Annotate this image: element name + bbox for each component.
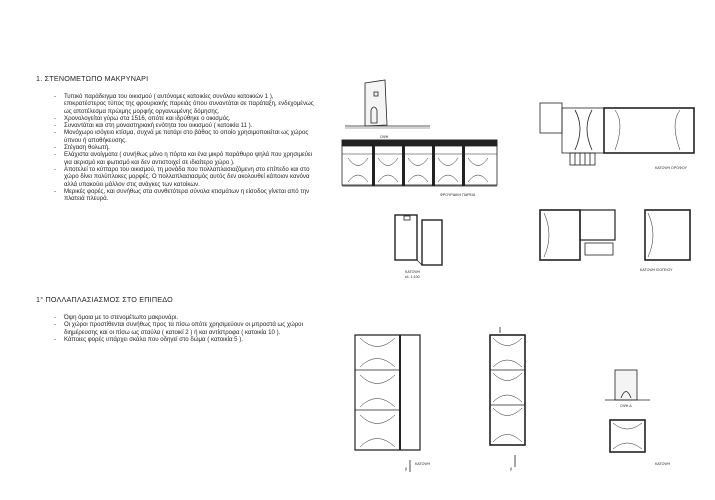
list-item: - Όψη όμοια με το στενομέτωπο μακρυνάρι. bbox=[54, 314, 179, 321]
section-2-heading: 1° ΠΟΛΛΑΠΛΑΣΙΑΣΜΟΣ ΣΤΟ ΕΠΙΠΕΔΟ bbox=[36, 295, 173, 304]
fortress-facade-drawing bbox=[340, 78, 500, 213]
plan-lower-left bbox=[345, 330, 445, 475]
scale-label: κλ. 1:100 bbox=[405, 275, 420, 279]
plan-small-left bbox=[390, 210, 450, 280]
plan-label: ΚΑΤΟΨΗ bbox=[405, 270, 421, 274]
ground-floor-plan bbox=[530, 205, 700, 285]
upper-floor-label: ΚΑΤΟΨΗ ΟΡΟΦΟΥ bbox=[655, 166, 687, 170]
beta-label-2: β bbox=[510, 467, 513, 471]
plan-lower-middle bbox=[470, 325, 560, 475]
beta-label-1: β bbox=[405, 467, 408, 471]
list-item: - Συναντάται και στη μοναστηριακή ενότητα του οικισμού ( κατοικία 11 ). bbox=[54, 122, 253, 130]
upper-floor-plan bbox=[530, 98, 700, 188]
elevation-label: ΟΨΗ bbox=[380, 135, 389, 139]
fortress-label: ΦΡΟΥΡΙΑΚΗ ΠΑΡΕΙΑ bbox=[440, 193, 476, 197]
list-item: - Ελάχιστα ανοίγματα ( συνήθως μόνο η πόρτα και ένα μικρό παράθυρο ψηλά που χρησιμεύει για αερισμό και φωτισμό και δεν αντιστοιχεί σε ιδιαίτερο χώρο ). bbox=[54, 151, 313, 166]
plan-label-3: ΚΑΤΟΨΗ bbox=[655, 462, 671, 466]
list-item: - Χρονολογείται γύρω στα 1516, οπότε και ιδρύθηκε ο οικισμός. bbox=[54, 114, 231, 122]
plan-lower-right bbox=[600, 365, 700, 475]
list-item: - Αποτελεί το κύτταρο του οικισμού, τη μονάδα που πολλαπλασιαζόμενη στο επίπεδο και στο χώρο δίνει πολύπλοκες μορφές. Ο πολλαπλασιασμός αυτός δεν ακολουθεί κάποιον κανόνα αλλά υπακούει μάλλον στις ανάγκες των κατοίκων. bbox=[54, 165, 310, 188]
section-2-bullets bbox=[54, 314, 314, 343]
list-item: - Οι χώροι προστίθενται συνήθως προς τα πίσω οπότε χρησιμεύουν οι μπροστά ως χώροι διημέρευσης και οι πίσω ως σταύλα ( κατοικί 2 ) ή και αντίστροφα ( κατοικία 10 ). bbox=[54, 321, 303, 336]
list-item: - Μερικές φορές, και συνήθως στα συνθετότερα σύνολα κτισμάτων η είσοδος γίνεται από την πλατειά πλευρά. bbox=[54, 187, 310, 203]
list-item: - Μονόχωρο ισόγειο κτίσμα, συχνά με πατάρι στο βάθος το οποίο χρησιμοποιείται ως χώρος ύπνου ή αποθήκευσης. bbox=[54, 129, 309, 144]
section-1 bbox=[36, 74, 314, 202]
list-item: - Τυπικό παράδειγμα του οικισμού ( αυτόνομες κατοικίες συνόλου κατοικιών 1 ), επικρατέστερος τύπος της φρουριακής παρειάς όπου συναντάται σε παράταξη, ενδεχομένως ως αποτέλεσμα πρώιμης μορφής οργανωμένης δόμησης. bbox=[54, 93, 314, 115]
list-item: - Κάποιες φορές υπάρχει σκάλα που οδηγεί στο δώμα ( κατοικία 5 ). bbox=[54, 335, 243, 343]
ground-floor-label: ΚΑΤΟΨΗ ΙΣΟΓΕΙΟΥ bbox=[640, 268, 673, 272]
elevation-a-label: ΟΨΗ Α bbox=[620, 404, 632, 408]
section-1-heading: 1. ΣΤΕΝΟΜΕΤΩΠΟ ΜΑΚΡΥΝΑΡΙ bbox=[36, 74, 149, 83]
plan-label-2: ΚΑΤΟΨΗ bbox=[415, 462, 431, 466]
list-item: - Στέγαση θολωτή. bbox=[54, 144, 110, 152]
section-1-bullets bbox=[54, 93, 314, 203]
section-2 bbox=[36, 295, 314, 343]
